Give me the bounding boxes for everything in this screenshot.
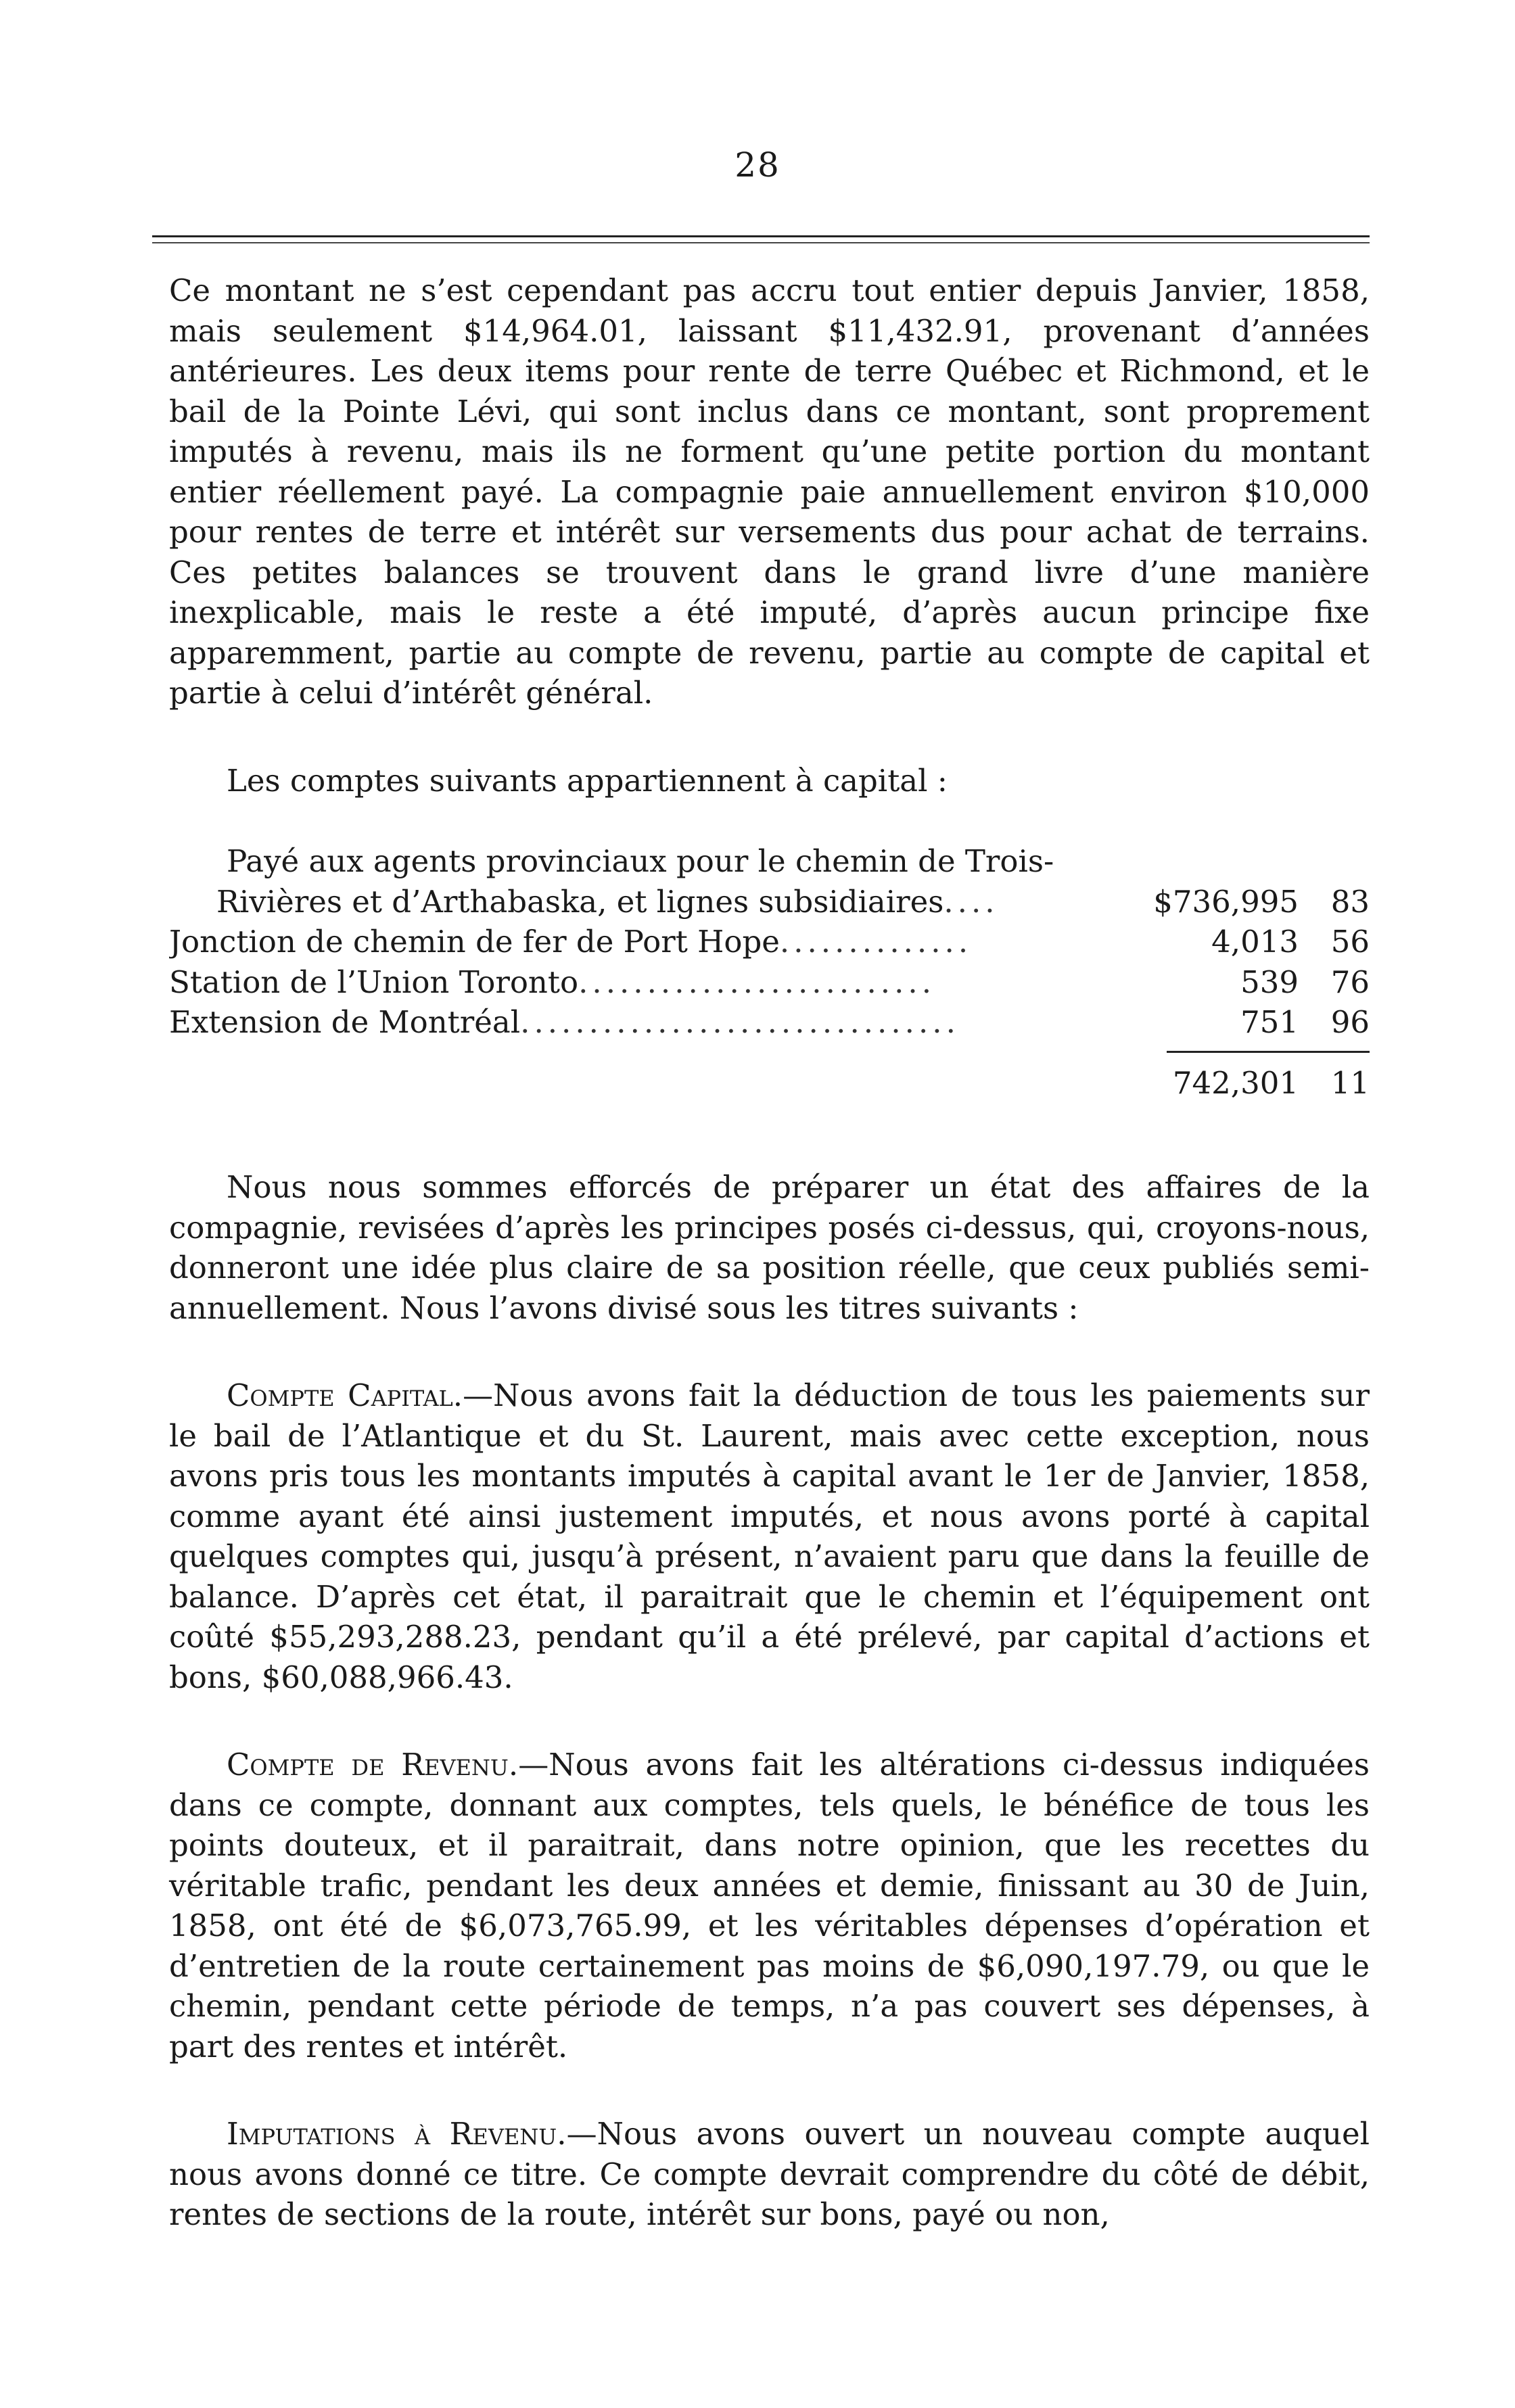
row-dollars: 539 — [1240, 964, 1299, 1000]
section-heading: Imputations à Revenu. — [227, 2116, 567, 2152]
row-cents: 96 — [1330, 1004, 1370, 1040]
capital-accounts-intro: Les comptes suivants appartiennent à capital : — [227, 762, 948, 799]
section-heading: Compte de Revenu. — [227, 1747, 519, 1783]
table-row — [169, 841, 1370, 882]
body-text — [169, 270, 1370, 2235]
row-dollars: $736,995 — [1153, 883, 1299, 920]
paragraph-continuation: Ce montant ne s’est cependant pas accru tout entier depuis Janvier, 1858, mais seulement $14,964.01, laissant $11,432.91, provenant d’années antérieures. Les deux items pour rente de terre Québec et Richmond, et le bail de la Pointe Lévi, qui sont inclus dans ce montant, sont proprement imputés à revenu, mais ils ne forment qu’une petite portion du montant entier réellement payé. La compagnie paie annuellement environ $10,000 pour rentes de terre et intérêt sur versements dus pour achat de terrains. Ces petites balances se trouvent dans le grand livre d’une manière inexplicable, mais le reste a été imputé, d’après aucun principe fixe apparemment, partie au compte de revenu, partie au compte de capital et partie à celui d’intérêt général. — [169, 273, 1370, 711]
row-cents: 83 — [1330, 883, 1370, 920]
row-label: Jonction de chemin de fer de Port Hope.............. — [169, 924, 973, 960]
paragraph-imputations: Imputations à Revenu.—Nous avons ouvert un nouveau compte auquel nous avons donné ce titre. Ce compte devrait comprendre du côté de débit, rentes de sections de la route, intérêt sur bons, payé ou non, — [169, 2116, 1370, 2232]
row-cents: 56 — [1330, 924, 1370, 960]
total-rule — [169, 1043, 1370, 1063]
paragraph-compte-revenu: Compte de Revenu.—Nous avons fait les altérations ci-dessus indiquées dans ce compte, donnant aux comptes, tels quels, le bénéfice de tous les points douteux, et il paraitrait, dans notre opinion, que les recettes du véritable trafic, pendant les deux années et demie, finissant au 30 de Juin, 1858, ont été de $6,073,765.99, et les véritables dépenses d’opération et d’entretien de la route certainement pas moins de $6,090,197.79, ou que le chemin, pendant cette période de temps, n’a pas couvert ses dépenses, à part des rentes et intérêt. — [169, 1747, 1370, 2064]
row-label: Rivières et d’Arthabaska, et lignes subsidiaires.... — [216, 883, 999, 920]
row-cents: 76 — [1330, 964, 1370, 1000]
table-total-row — [169, 1063, 1370, 1104]
total-dollars: 742,301 — [1172, 1064, 1299, 1101]
header-rule-bottom — [152, 242, 1370, 243]
total-cents: 11 — [1330, 1064, 1370, 1101]
page-number: 28 — [735, 145, 780, 185]
table-row — [169, 1002, 1370, 1043]
section-heading: Compte Capital. — [227, 1377, 463, 1413]
header-rule-top — [152, 235, 1370, 237]
row-dollars: 4,013 — [1211, 924, 1299, 960]
row-dollars: 751 — [1240, 1004, 1299, 1040]
table-row — [169, 882, 1370, 922]
row-label-line1: Payé aux agents provinciaux pour le chemin de Trois- — [227, 843, 1054, 879]
row-label: Station de l’Union Toronto.......................... — [169, 964, 936, 1000]
paragraph-compte-capital: Compte Capital.—Nous avons fait la déduction de tous les paiements sur le bail de l’Atlantique et du St. Laurent, mais avec cette exception, nous avons pris tous les montants imputés à capital avant le 1er de Janvier, 1858, comme ayant été ainsi justement imputés, et nous avons porté à capital quelques comptes qui, jusqu’à présent, n’avaient paru que dans la feuille de balance. D’après cet état, il paraitrait que le chemin et l’équipement ont coûté $55,293,288.23, pendant qu’il a été prélevé, par capital d’actions et bons, $60,088,966.43. — [169, 1377, 1370, 1695]
table-row — [169, 962, 1370, 1003]
row-label: Extension de Montréal................................ — [169, 1004, 960, 1040]
paragraph-revised-statement: Nous nous sommes efforcés de préparer un état des affaires de la compagnie, revisées d’après les principes posés ci-dessus, qui, croyons-nous, donneront une idée plus claire de sa position réelle, que ceux publiés semi-annuellement. Nous l’avons divisé sous les titres suivants : — [169, 1169, 1370, 1326]
capital-accounts-table — [169, 841, 1370, 1103]
table-row — [169, 922, 1370, 962]
